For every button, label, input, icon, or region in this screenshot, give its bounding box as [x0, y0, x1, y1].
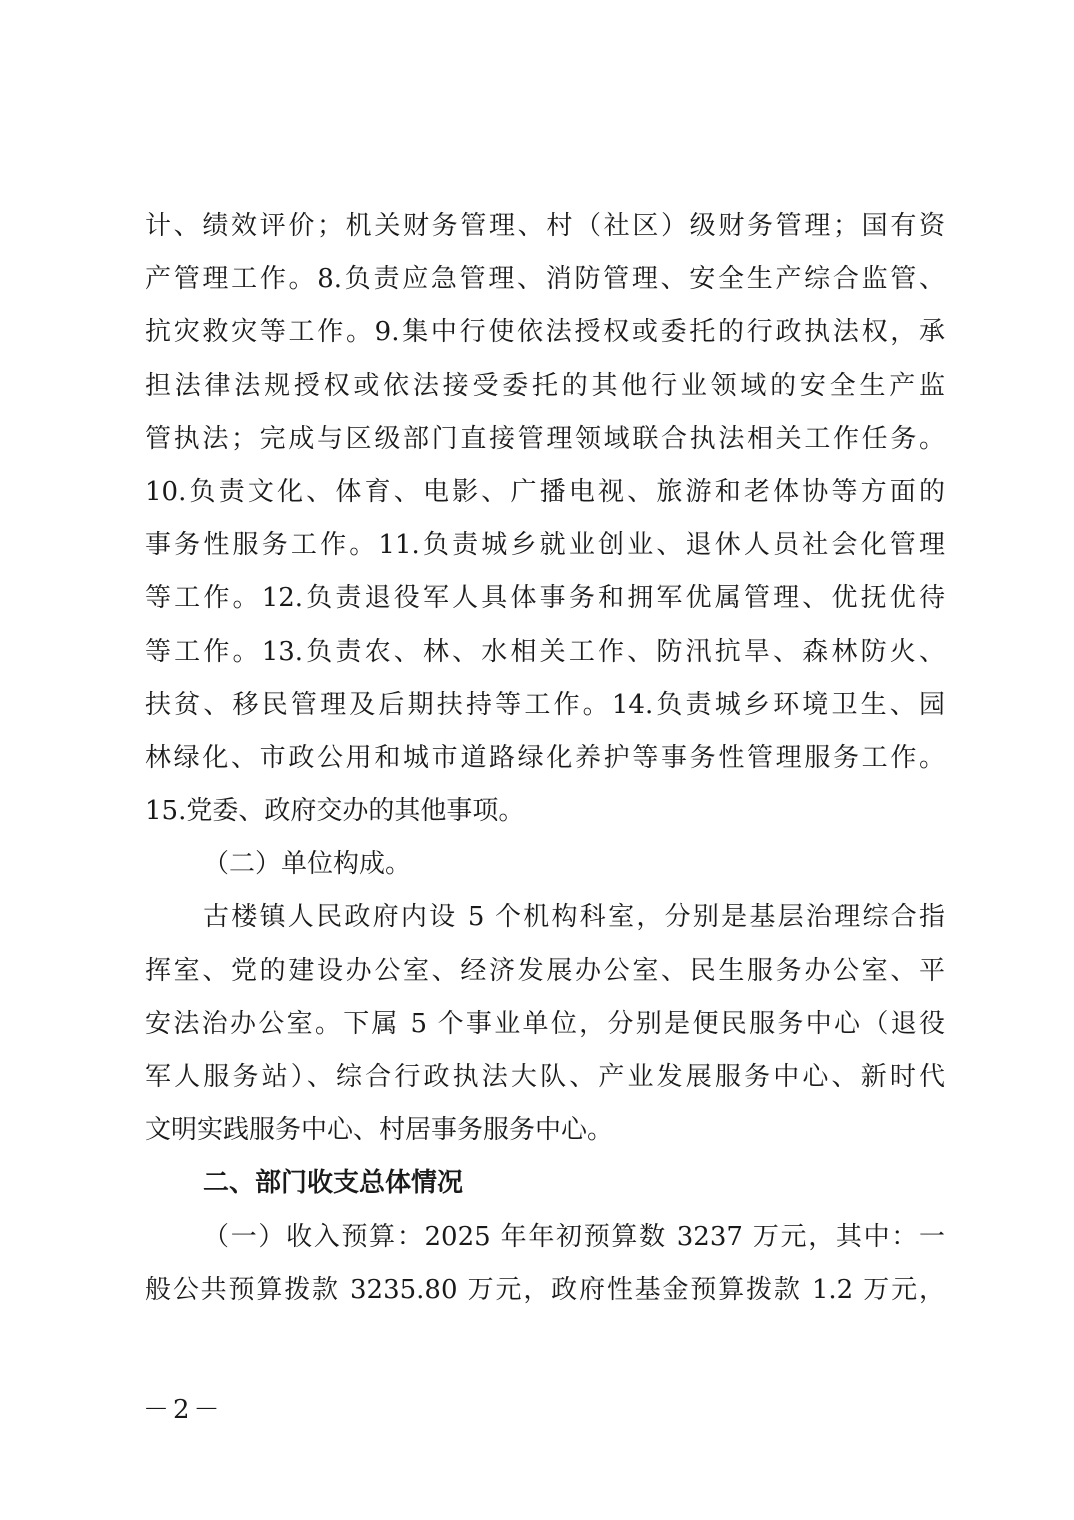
text-line: 扶贫、移民管理及后期扶持等工作。14.负责城乡环境卫生、园: [145, 689, 945, 720]
page-number: －2－: [143, 1395, 224, 1425]
text-line: 军人服务站）、综合行政执法大队、产业发展服务中心、新时代: [145, 1062, 945, 1092]
text-line: 等工作。12.负责退役军人具体事务和拥军优属管理、优抚优待: [145, 583, 945, 614]
text-line: 担法律法规授权或依法接受委托的其他行业领域的安全生产监: [145, 370, 945, 401]
body-text: [145, 200, 945, 1317]
text-line: 等工作。13.负责农、林、水相关工作、防汛抗旱、森林防火、: [145, 636, 945, 667]
text-line: 事务性服务工作。11.负责城乡就业创业、退休人员社会化管理: [145, 530, 945, 561]
text-line: 林绿化、市政公用和城市道路绿化养护等事务性管理服务工作。: [145, 742, 945, 773]
text-line: 管执法；完成与区级部门直接管理领域联合执法相关工作任务。: [145, 423, 945, 454]
text-line: 挥室、党的建设办公室、经济发展办公室、民生服务办公室、平: [145, 955, 945, 986]
text-line: 安法治办公室。下属 5 个事业单位，分别是便民服务中心（退役: [145, 1008, 945, 1039]
text-line: 计、绩效评价；机关财务管理、村（社区）级财务管理；国有资: [145, 211, 945, 241]
text-line: 文明实践服务中心、村居事务服务中心。: [145, 1115, 614, 1146]
text-line: （一）收入预算：2025 年年初预算数 3237 万元，其中：一: [203, 1221, 945, 1252]
text-line: 15.党委、政府交办的其他事项。: [145, 796, 525, 827]
text-line: 般公共预算拨款 3235.80 万元，政府性基金预算拨款 1.2 万元，: [145, 1274, 945, 1305]
text-line: 产管理工作。8.负责应急管理、消防管理、安全生产综合监管、: [145, 264, 945, 295]
text-line: 古楼镇人民政府内设 5 个机构科室，分别是基层治理综合指: [203, 902, 945, 933]
section-heading: 二、部门收支总体情况: [203, 1168, 464, 1199]
text-line: 10.负责文化、体育、电影、广播电视、旅游和老体协等方面的: [145, 476, 945, 507]
section-subheading: （二）单位构成。: [203, 849, 412, 880]
text-line: 抗灾救灾等工作。9.集中行使依法授权或委托的行政执法权，承: [145, 317, 945, 348]
